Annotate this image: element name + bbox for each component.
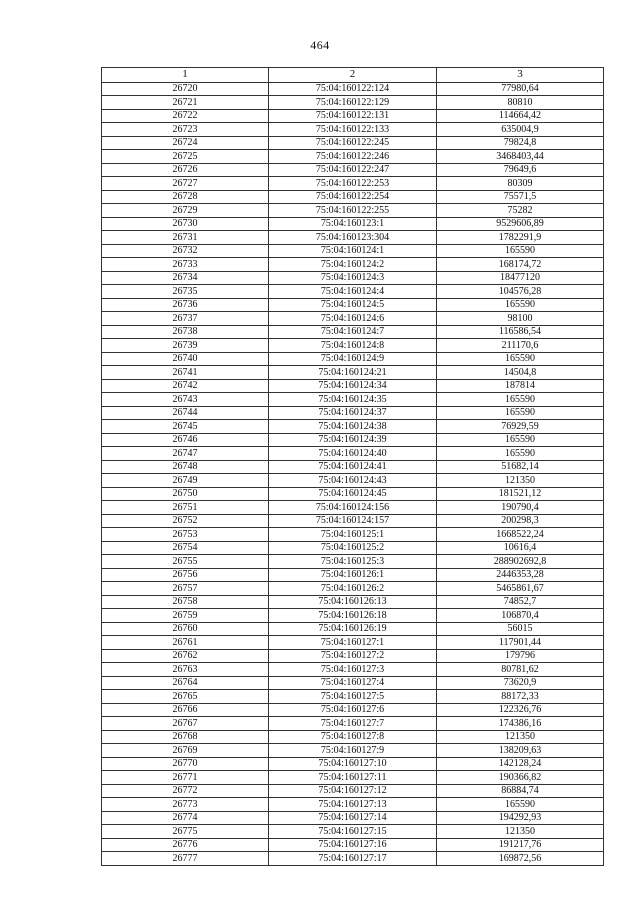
table-row [102, 838, 604, 852]
row-number-cell: 26762 [102, 649, 269, 663]
row-number-cell: 26768 [102, 730, 269, 744]
cadastral-number-cell: 75:04:160124:3 [269, 271, 437, 285]
cadastral-number-cell: 75:04:160124:6 [269, 312, 437, 326]
table-row [102, 730, 604, 744]
table-row [102, 366, 604, 380]
value-cell: 165590 [437, 433, 604, 447]
value-cell: 288902692,8 [437, 555, 604, 569]
cadastral-number-cell: 75:04:160124:157 [269, 514, 437, 528]
row-number-cell: 26739 [102, 339, 269, 353]
row-number-cell: 26754 [102, 541, 269, 555]
row-number-cell: 26777 [102, 852, 269, 866]
value-cell: 88172,33 [437, 690, 604, 704]
table-row [102, 82, 604, 96]
table-row [102, 649, 604, 663]
value-cell: 190366,82 [437, 771, 604, 785]
row-number-cell: 26758 [102, 595, 269, 609]
table-row [102, 447, 604, 461]
cadastral-number-cell: 75:04:160125:1 [269, 528, 437, 542]
table-row [102, 622, 604, 636]
value-cell: 80781,62 [437, 663, 604, 677]
table-row [102, 96, 604, 110]
cadastral-number-cell: 75:04:160124:5 [269, 298, 437, 312]
table-row [102, 123, 604, 137]
table-row [102, 460, 604, 474]
table-row [102, 190, 604, 204]
value-cell: 86884,74 [437, 784, 604, 798]
cadastral-number-cell: 75:04:160127:16 [269, 838, 437, 852]
cadastral-number-cell: 75:04:160127:3 [269, 663, 437, 677]
value-cell: 635004,9 [437, 123, 604, 137]
cadastral-number-cell: 75:04:160124:21 [269, 366, 437, 380]
row-number-cell: 26723 [102, 123, 269, 137]
value-cell: 194292,93 [437, 811, 604, 825]
table-body [102, 82, 604, 865]
row-number-cell: 26734 [102, 271, 269, 285]
cadastral-number-cell: 75:04:160124:40 [269, 447, 437, 461]
value-cell: 121350 [437, 825, 604, 839]
value-cell: 75571,5 [437, 190, 604, 204]
table-row [102, 636, 604, 650]
table-row [102, 474, 604, 488]
row-number-cell: 26737 [102, 312, 269, 326]
table-row [102, 487, 604, 501]
value-cell: 168174,72 [437, 258, 604, 272]
value-cell: 106870,4 [437, 609, 604, 623]
table-row [102, 609, 604, 623]
table-row [102, 231, 604, 245]
cadastral-number-cell: 75:04:160126:19 [269, 622, 437, 636]
row-number-cell: 26767 [102, 717, 269, 731]
row-number-cell: 26775 [102, 825, 269, 839]
row-number-cell: 26753 [102, 528, 269, 542]
row-number-cell: 26749 [102, 474, 269, 488]
value-cell: 165590 [437, 447, 604, 461]
cadastral-number-cell: 75:04:160124:35 [269, 393, 437, 407]
value-cell: 5465861,67 [437, 582, 604, 596]
table-row [102, 811, 604, 825]
table-row [102, 798, 604, 812]
value-cell: 1668522,24 [437, 528, 604, 542]
cadastral-number-cell: 75:04:160127:14 [269, 811, 437, 825]
cadastral-number-cell: 75:04:160124:156 [269, 501, 437, 515]
row-number-cell: 26722 [102, 109, 269, 123]
value-cell: 18477120 [437, 271, 604, 285]
cadastral-number-cell: 75:04:160124:34 [269, 379, 437, 393]
row-number-cell: 26724 [102, 136, 269, 150]
value-cell: 14504,8 [437, 366, 604, 380]
value-cell: 74852,7 [437, 595, 604, 609]
column-header: 1 [102, 68, 269, 83]
row-number-cell: 26757 [102, 582, 269, 596]
cadastral-number-cell: 75:04:160124:38 [269, 420, 437, 434]
value-cell: 117901,44 [437, 636, 604, 650]
row-number-cell: 26748 [102, 460, 269, 474]
cadastral-number-cell: 75:04:160124:41 [269, 460, 437, 474]
table-row [102, 595, 604, 609]
value-cell: 179796 [437, 649, 604, 663]
cadastral-number-cell: 75:04:160122:253 [269, 177, 437, 191]
cadastral-number-cell: 75:04:160127:4 [269, 676, 437, 690]
value-cell: 79649,6 [437, 163, 604, 177]
row-number-cell: 26771 [102, 771, 269, 785]
row-number-cell: 26769 [102, 744, 269, 758]
value-cell: 73620,9 [437, 676, 604, 690]
value-cell: 200298,3 [437, 514, 604, 528]
row-number-cell: 26745 [102, 420, 269, 434]
table-row [102, 177, 604, 191]
cadastral-number-cell: 75:04:160126:2 [269, 582, 437, 596]
cadastral-number-cell: 75:04:160123:1 [269, 217, 437, 231]
cadastral-number-cell: 75:04:160124:45 [269, 487, 437, 501]
cadastral-number-cell: 75:04:160122:255 [269, 204, 437, 218]
cadastral-number-cell: 75:04:160122:124 [269, 82, 437, 96]
table-row [102, 690, 604, 704]
cadastral-number-cell: 75:04:160124:7 [269, 325, 437, 339]
value-cell: 142128,24 [437, 757, 604, 771]
cadastral-number-cell: 75:04:160127:1 [269, 636, 437, 650]
cadastral-number-cell: 75:04:160122:254 [269, 190, 437, 204]
row-number-cell: 26730 [102, 217, 269, 231]
data-table [101, 67, 604, 866]
value-cell: 165590 [437, 798, 604, 812]
table-row [102, 757, 604, 771]
table-row [102, 663, 604, 677]
table-row [102, 676, 604, 690]
table-row [102, 393, 604, 407]
table-row [102, 325, 604, 339]
cadastral-number-cell: 75:04:160122:246 [269, 150, 437, 164]
table-row [102, 555, 604, 569]
value-cell: 51682,14 [437, 460, 604, 474]
cadastral-number-cell: 75:04:160126:13 [269, 595, 437, 609]
cadastral-number-cell: 75:04:160127:10 [269, 757, 437, 771]
table-header-row [102, 68, 604, 83]
row-number-cell: 26763 [102, 663, 269, 677]
cadastral-number-cell: 75:04:160123:304 [269, 231, 437, 245]
cadastral-number-cell: 75:04:160127:5 [269, 690, 437, 704]
table-row [102, 109, 604, 123]
table-row [102, 204, 604, 218]
row-number-cell: 26764 [102, 676, 269, 690]
value-cell: 165590 [437, 298, 604, 312]
row-number-cell: 26766 [102, 703, 269, 717]
row-number-cell: 26743 [102, 393, 269, 407]
value-cell: 98100 [437, 312, 604, 326]
value-cell: 138209,63 [437, 744, 604, 758]
table-row [102, 271, 604, 285]
value-cell: 165590 [437, 244, 604, 258]
value-cell: 187814 [437, 379, 604, 393]
row-number-cell: 26772 [102, 784, 269, 798]
cadastral-number-cell: 75:04:160127:15 [269, 825, 437, 839]
row-number-cell: 26741 [102, 366, 269, 380]
value-cell: 3468403,44 [437, 150, 604, 164]
table-row [102, 568, 604, 582]
table-row [102, 703, 604, 717]
table-row [102, 406, 604, 420]
cadastral-number-cell: 75:04:160127:12 [269, 784, 437, 798]
value-cell: 165590 [437, 406, 604, 420]
table-row [102, 582, 604, 596]
row-number-cell: 26747 [102, 447, 269, 461]
cadastral-number-cell: 75:04:160124:43 [269, 474, 437, 488]
value-cell: 165590 [437, 352, 604, 366]
cadastral-number-cell: 75:04:160125:3 [269, 555, 437, 569]
value-cell: 122326,76 [437, 703, 604, 717]
value-cell: 114664,42 [437, 109, 604, 123]
table-row [102, 514, 604, 528]
cadastral-number-cell: 75:04:160127:13 [269, 798, 437, 812]
table-row [102, 136, 604, 150]
table-row [102, 285, 604, 299]
row-number-cell: 26776 [102, 838, 269, 852]
cadastral-number-cell: 75:04:160124:39 [269, 433, 437, 447]
value-cell: 9529606,89 [437, 217, 604, 231]
row-number-cell: 26746 [102, 433, 269, 447]
row-number-cell: 26735 [102, 285, 269, 299]
column-header: 2 [269, 68, 437, 83]
table-row [102, 717, 604, 731]
row-number-cell: 26736 [102, 298, 269, 312]
row-number-cell: 26770 [102, 757, 269, 771]
row-number-cell: 26761 [102, 636, 269, 650]
row-number-cell: 26732 [102, 244, 269, 258]
value-cell: 116586,54 [437, 325, 604, 339]
cadastral-number-cell: 75:04:160124:8 [269, 339, 437, 353]
page-number: 464 [310, 38, 330, 52]
table-row [102, 433, 604, 447]
row-number-cell: 26755 [102, 555, 269, 569]
cadastral-number-cell: 75:04:160122:129 [269, 96, 437, 110]
value-cell: 190790,4 [437, 501, 604, 515]
table-row [102, 852, 604, 866]
row-number-cell: 26742 [102, 379, 269, 393]
value-cell: 10616,4 [437, 541, 604, 555]
cadastral-number-cell: 75:04:160127:6 [269, 703, 437, 717]
table-row [102, 217, 604, 231]
table-row [102, 379, 604, 393]
cadastral-number-cell: 75:04:160124:2 [269, 258, 437, 272]
value-cell: 121350 [437, 730, 604, 744]
row-number-cell: 26728 [102, 190, 269, 204]
cadastral-number-cell: 75:04:160127:17 [269, 852, 437, 866]
value-cell: 174386,16 [437, 717, 604, 731]
cadastral-number-cell: 75:04:160122:247 [269, 163, 437, 177]
row-number-cell: 26740 [102, 352, 269, 366]
table-row [102, 352, 604, 366]
table-row [102, 501, 604, 515]
column-header: 3 [437, 68, 604, 83]
row-number-cell: 26744 [102, 406, 269, 420]
table-row [102, 258, 604, 272]
row-number-cell: 26751 [102, 501, 269, 515]
cadastral-number-cell: 75:04:160126:1 [269, 568, 437, 582]
table-row [102, 312, 604, 326]
cadastral-number-cell: 75:04:160122:131 [269, 109, 437, 123]
value-cell: 1782291,9 [437, 231, 604, 245]
table-row [102, 825, 604, 839]
cadastral-number-cell: 75:04:160124:1 [269, 244, 437, 258]
row-number-cell: 26721 [102, 96, 269, 110]
row-number-cell: 26738 [102, 325, 269, 339]
row-number-cell: 26760 [102, 622, 269, 636]
cadastral-number-cell: 75:04:160127:8 [269, 730, 437, 744]
value-cell: 121350 [437, 474, 604, 488]
table-row [102, 244, 604, 258]
cadastral-number-cell: 75:04:160127:11 [269, 771, 437, 785]
value-cell: 169872,56 [437, 852, 604, 866]
cadastral-number-cell: 75:04:160122:133 [269, 123, 437, 137]
cadastral-number-cell: 75:04:160124:37 [269, 406, 437, 420]
cadastral-number-cell: 75:04:160126:18 [269, 609, 437, 623]
table-row [102, 744, 604, 758]
table-row [102, 298, 604, 312]
value-cell: 56015 [437, 622, 604, 636]
cadastral-number-cell: 75:04:160124:4 [269, 285, 437, 299]
table-row [102, 163, 604, 177]
row-number-cell: 26727 [102, 177, 269, 191]
row-number-cell: 26765 [102, 690, 269, 704]
table-row [102, 150, 604, 164]
table-row [102, 339, 604, 353]
table-row [102, 771, 604, 785]
cadastral-number-cell: 75:04:160122:245 [269, 136, 437, 150]
row-number-cell: 26759 [102, 609, 269, 623]
table-row [102, 784, 604, 798]
row-number-cell: 26729 [102, 204, 269, 218]
row-number-cell: 26731 [102, 231, 269, 245]
row-number-cell: 26756 [102, 568, 269, 582]
cadastral-number-cell: 75:04:160124:9 [269, 352, 437, 366]
value-cell: 181521,12 [437, 487, 604, 501]
table-row [102, 541, 604, 555]
row-number-cell: 26752 [102, 514, 269, 528]
row-number-cell: 26733 [102, 258, 269, 272]
value-cell: 80810 [437, 96, 604, 110]
row-number-cell: 26750 [102, 487, 269, 501]
value-cell: 211170,6 [437, 339, 604, 353]
table-row [102, 420, 604, 434]
value-cell: 165590 [437, 393, 604, 407]
value-cell: 104576,28 [437, 285, 604, 299]
value-cell: 2446353,28 [437, 568, 604, 582]
value-cell: 77980,64 [437, 82, 604, 96]
row-number-cell: 26720 [102, 82, 269, 96]
cadastral-number-cell: 75:04:160127:7 [269, 717, 437, 731]
value-cell: 80309 [437, 177, 604, 191]
cadastral-number-cell: 75:04:160127:9 [269, 744, 437, 758]
value-cell: 76929,59 [437, 420, 604, 434]
table-row [102, 528, 604, 542]
row-number-cell: 26773 [102, 798, 269, 812]
value-cell: 191217,76 [437, 838, 604, 852]
value-cell: 79824,8 [437, 136, 604, 150]
row-number-cell: 26726 [102, 163, 269, 177]
cadastral-number-cell: 75:04:160127:2 [269, 649, 437, 663]
value-cell: 75282 [437, 204, 604, 218]
cadastral-number-cell: 75:04:160125:2 [269, 541, 437, 555]
row-number-cell: 26725 [102, 150, 269, 164]
row-number-cell: 26774 [102, 811, 269, 825]
